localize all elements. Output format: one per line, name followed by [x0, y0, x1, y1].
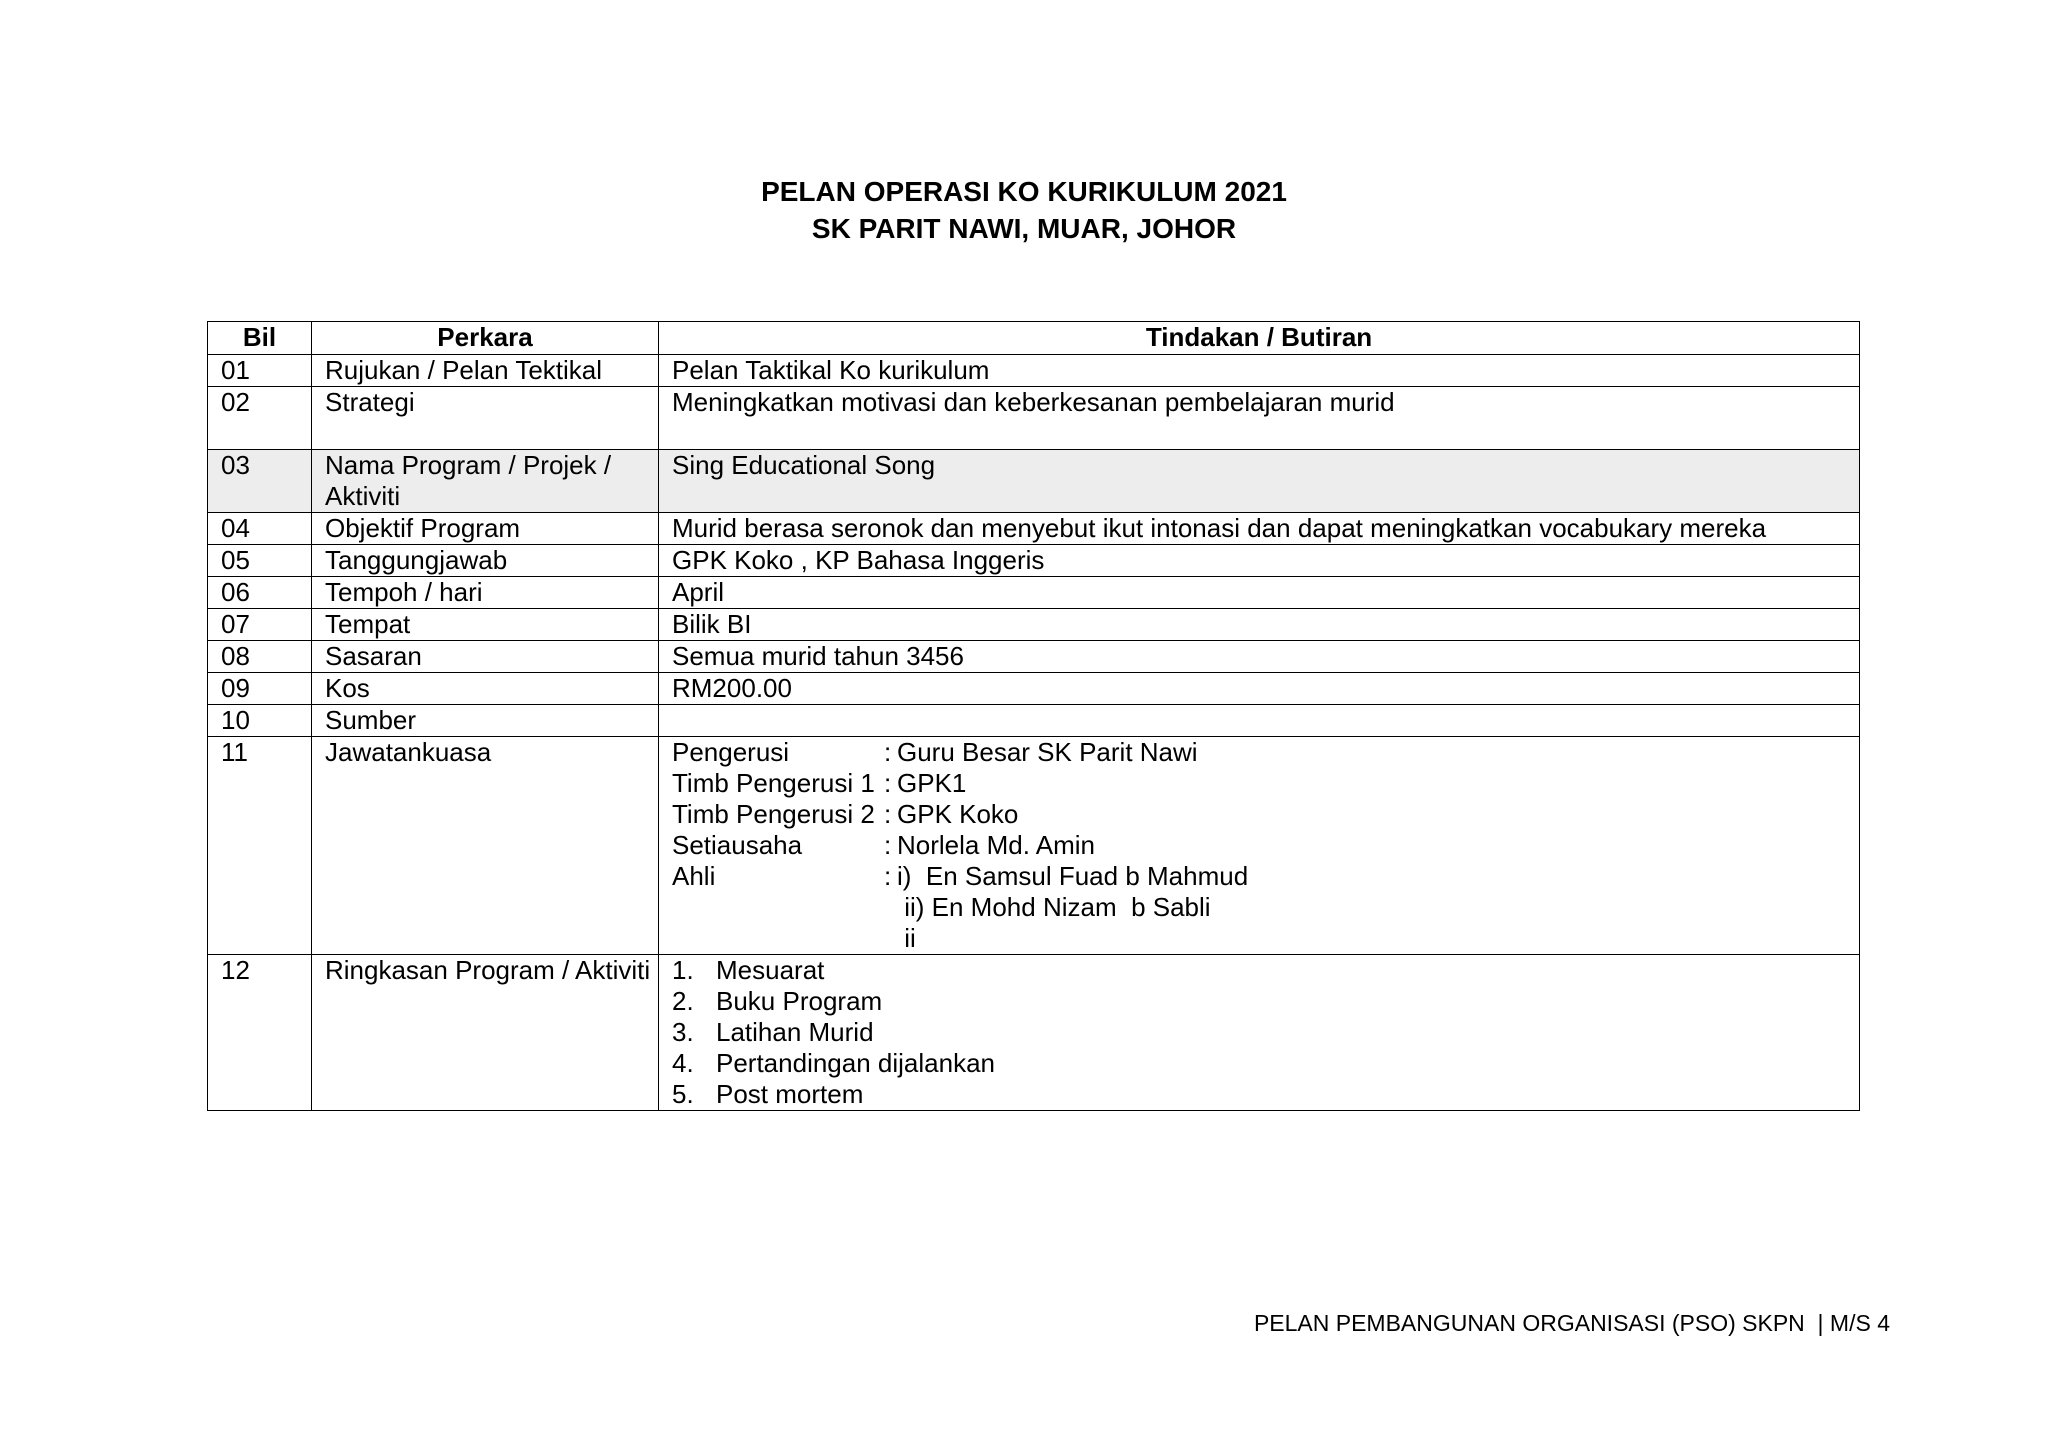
bil-cell: 04 [208, 513, 312, 545]
butiran-cell: Semua murid tahun 3456 [659, 641, 1860, 673]
committee-entry: Setiausaha : Norlela Md. Amin [672, 830, 1095, 860]
committee-role: Setiausaha [672, 830, 803, 860]
bil-cell: 02 [208, 387, 312, 450]
bil-cell: 08 [208, 641, 312, 673]
table-row [208, 577, 1860, 609]
butiran-cell: April [659, 577, 1860, 609]
perkara-cell: Kos [312, 673, 659, 705]
perkara-cell: Jawatankuasa [312, 737, 659, 955]
committee-role: Timb Pengerusi 2 [672, 799, 875, 829]
summary-cell [659, 955, 1860, 1111]
bil-cell: 09 [208, 673, 312, 705]
butiran-cell: Sing Educational Song [659, 450, 1860, 513]
bil-cell: 05 [208, 545, 312, 577]
committee-role: Timb Pengerusi 1 [672, 768, 875, 798]
bil-cell: 11 [208, 737, 312, 955]
committee-member: i) En Samsul Fuad b Mahmud [897, 861, 1249, 891]
header-butiran: Tindakan / Butiran [659, 322, 1860, 355]
perkara-cell: Tempoh / hari [312, 577, 659, 609]
bil-cell: 01 [208, 355, 312, 387]
table-row [208, 355, 1860, 387]
committee-entry [672, 892, 1859, 923]
perkara-cell: Nama Program / Projek / Aktiviti [312, 450, 659, 513]
butiran-cell: Bilik BI [659, 609, 1860, 641]
perkara-cell: Objektif Program [312, 513, 659, 545]
list-item [672, 1048, 1859, 1079]
table-row [208, 609, 1860, 641]
list-item [672, 1017, 1859, 1048]
perkara-cell: Sasaran [312, 641, 659, 673]
butiran-cell: Murid berasa seronok dan menyebut ikut intonasi dan dapat meningkatkan vocabukary mereka [659, 513, 1860, 545]
committee-member: ii [897, 923, 916, 953]
committee-entry: Timb Pengerusi 1 : GPK1 [672, 768, 967, 798]
table-row [208, 450, 1860, 513]
butiran-cell: GPK Koko , KP Bahasa Inggeris [659, 545, 1860, 577]
perkara-cell: Strategi [312, 387, 659, 450]
committee-cell [659, 737, 1860, 955]
list-item [672, 986, 1859, 1017]
list-item [672, 1079, 1859, 1110]
committee-member: Guru Besar SK Parit Nawi [897, 737, 1198, 767]
committee-entry: Pengerusi : Guru Besar SK Parit Nawi [672, 737, 1198, 767]
table-row [208, 737, 1860, 955]
table-row [208, 673, 1860, 705]
committee-role: Ahli [672, 861, 716, 891]
committee-entry: Ahli : i) En Samsul Fuad b Mahmud [672, 861, 1249, 891]
butiran-cell: RM200.00 [659, 673, 1860, 705]
list-number: 5. [672, 1079, 694, 1109]
list-text: Buku Program [716, 986, 883, 1016]
list-number: 4. [672, 1048, 694, 1078]
committee-entry: Timb Pengerusi 2 : GPK Koko [672, 799, 1019, 829]
committee-role: Pengerusi [672, 737, 790, 767]
list-number: 2. [672, 986, 694, 1016]
committee-member: GPK Koko [897, 799, 1019, 829]
bil-cell: 12 [208, 955, 312, 1111]
list-text: Pertandingan dijalankan [716, 1048, 995, 1078]
butiran-cell [659, 705, 1860, 737]
operation-plan-table [207, 321, 1860, 1111]
bil-cell: 07 [208, 609, 312, 641]
title-line-1: PELAN OPERASI KO KURIKULUM 2021 [761, 176, 1287, 207]
perkara-cell: Ringkasan Program / Aktiviti [312, 955, 659, 1111]
perkara-cell: Tanggungjawab [312, 545, 659, 577]
butiran-cell: Meningkatkan motivasi dan keberkesanan pembelajaran murid [659, 387, 1860, 450]
butiran-cell: Pelan Taktikal Ko kurikulum [659, 355, 1860, 387]
list-item [672, 955, 1859, 986]
table-row [208, 955, 1860, 1111]
header-bil: Bil [208, 322, 312, 355]
table-row [208, 705, 1860, 737]
header-perkara: Perkara [312, 322, 659, 355]
summary-list [672, 955, 1859, 1110]
table-row [208, 513, 1860, 545]
committee-entry [672, 923, 1859, 954]
page-footer: PELAN PEMBANGUNAN ORGANISASI (PSO) SKPN | M/S 4 [1253, 1310, 1890, 1336]
page-title [0, 173, 2048, 247]
list-number: 1. [672, 955, 694, 985]
bil-cell: 10 [208, 705, 312, 737]
table-row [208, 545, 1860, 577]
list-text: Mesuarat [716, 955, 825, 985]
table-header-row [208, 322, 1860, 355]
list-number: 3. [672, 1017, 694, 1047]
table-row [208, 387, 1860, 450]
committee-member: Norlela Md. Amin [897, 830, 1095, 860]
committee-member: GPK1 [897, 768, 967, 798]
committee-member: ii) En Mohd Nizam b Sabli [897, 892, 1211, 922]
perkara-cell: Sumber [312, 705, 659, 737]
perkara-cell: Rujukan / Pelan Tektikal [312, 355, 659, 387]
list-text: Latihan Murid [716, 1017, 874, 1047]
title-line-2: SK PARIT NAWI, MUAR, JOHOR [811, 213, 1237, 244]
bil-cell: 06 [208, 577, 312, 609]
list-text: Post mortem [716, 1079, 864, 1109]
bil-cell: 03 [208, 450, 312, 513]
table-row [208, 641, 1860, 673]
perkara-cell: Tempat [312, 609, 659, 641]
